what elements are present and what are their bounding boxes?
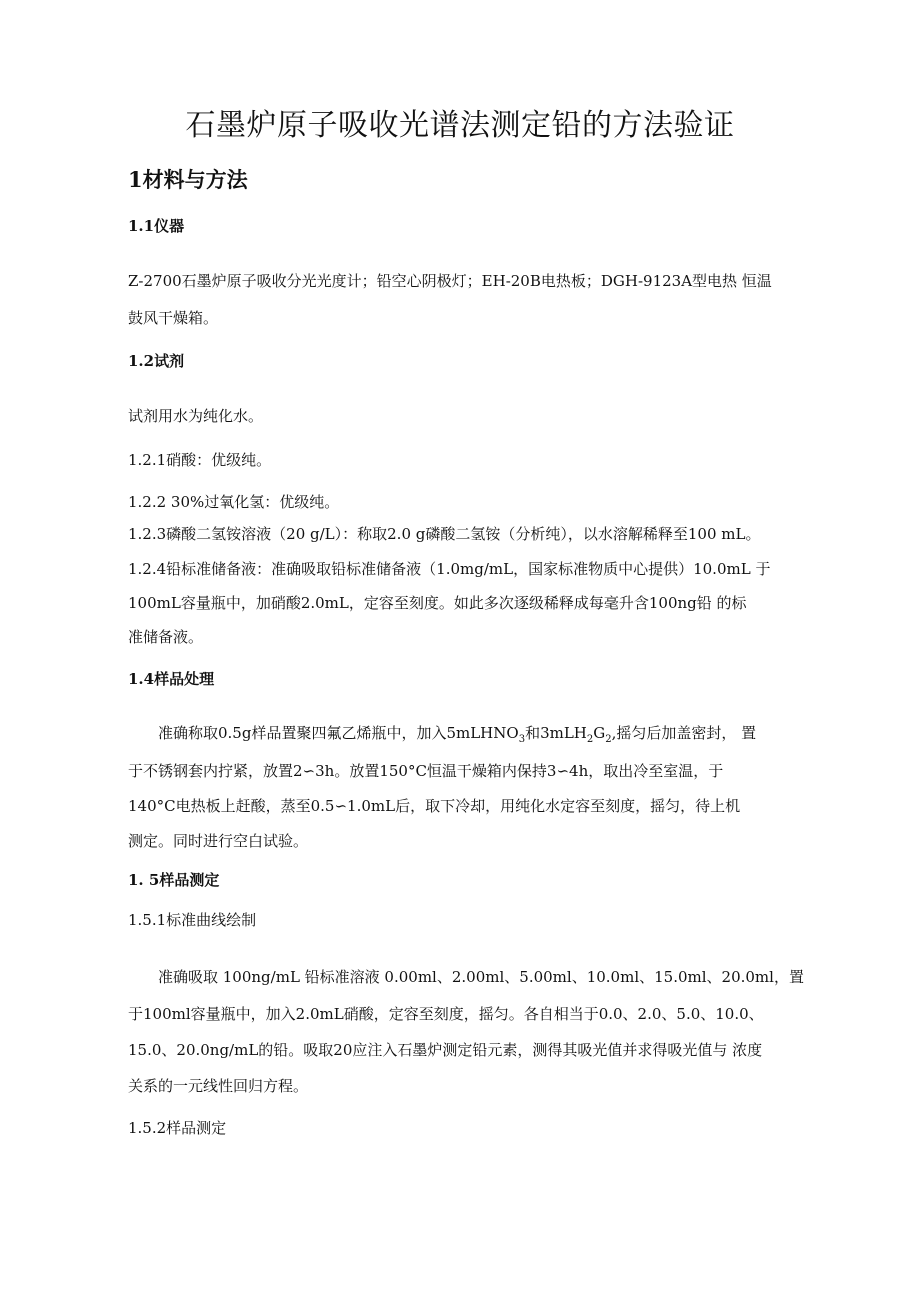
reagent-1-2-4-line-1: 1.2.4铅标准储备液：准确吸取铅标准储备液（1.0mg/mL，国家标准物质中心提供）10.0mL 于: [128, 560, 771, 578]
reagent-1-2-4-line-2: 100mL容量瓶中，加硝酸2.0mL，定容至刻度。如此多次逐级稀释成每毫升含100ng铅 的标: [128, 594, 747, 612]
reagent-1-2-4-line-3: 准储备液。: [128, 628, 204, 646]
reagent-1-2-2: 1.2.2 30%过氧化氢：优级纯。: [128, 493, 340, 511]
curve-line-1: 准确吸取 100ng/mL 铅标准溶液 0.00ml、2.00ml、5.00ml、10.0ml、15.0ml、20.0ml，置: [158, 968, 804, 986]
curve-line-3: 15.0、20.0ng/mL的铅。吸取20应注入石墨炉测定铅元素，测得其吸光值并求得吸光值与 浓度: [128, 1041, 763, 1059]
curve-line-4: 关系的一元线性回归方程。: [128, 1077, 309, 1095]
subsection-heading-1-2: 1.2试剂: [128, 352, 185, 370]
subsection-heading-1-5: 1. 5样品测定: [128, 871, 220, 889]
sample-prep-line-3: 140°C电热板上赶酸，蒸至0.5∽1.0mL后，取下冷却，用纯化水定容至刻度，摇匀，待上机: [128, 797, 741, 815]
curve-line-2: 于100ml容量瓶中，加入2.0mL硝酸，定容至刻度，摇匀。各自相当于0.0、2.0、5.0、10.0、: [128, 1005, 764, 1023]
subsection-heading-1-5-2: 1.5.2样品测定: [128, 1119, 227, 1137]
instrument-line-2: 鼓风干燥箱。: [128, 309, 219, 327]
sample-prep-line-2: 于不锈钢套内拧紧，放置2∽3h。放置150°C恒温干燥箱内保持3∽4h，取出冷至室温，于: [128, 762, 724, 780]
reagent-1-2-1: 1.2.1硝酸：优级纯。: [128, 451, 272, 469]
subsection-heading-1-1: 1.1仪器: [128, 217, 185, 235]
reagent-1-2-3: 1.2.3磷酸二氢铵溶液（20 g/L）：称取2.0 g磷酸二氢铵（分析纯），以水溶解稀释至100 mL。: [128, 525, 761, 543]
section-heading-1: 1材料与方法: [128, 167, 248, 192]
subsection-heading-1-5-1: 1.5.1标准曲线绘制: [128, 911, 257, 929]
sample-prep-line-1: 准确称取0.5g样品置聚四氟乙烯瓶中，加入5mLHNO$_3$和$3mLH_2G_2$,摇匀后加盖密封， 置: [158, 724, 757, 745]
sample-prep-line-4: 测定。同时进行空白试验。: [128, 832, 309, 850]
subsection-heading-1-4: 1.4样品处理: [128, 670, 215, 688]
reagent-water-text: 试剂用水为纯化水。: [128, 407, 264, 425]
instrument-line-1: Z-2700石墨炉原子吸收分光光度计；铅空心阴极灯；EH-20B电热板；DGH-9123A型电热 恒温: [128, 272, 772, 290]
document-title: 石墨炉原子吸收光谱法测定铅的方法验证: [185, 108, 735, 143]
